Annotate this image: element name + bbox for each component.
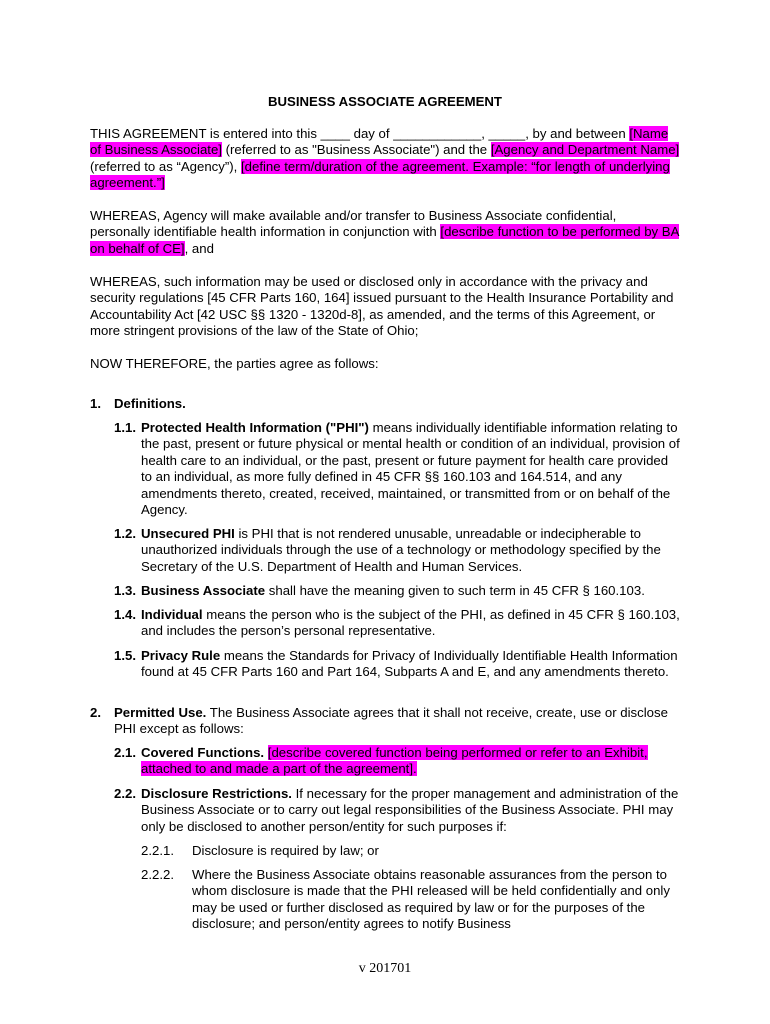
section-text: Where the Business Associate obtains reasonable assurances from the person to whom disclosure is made that the PHI released will be held confidentially and only may be used or further disclosed as required by law or for the purposes of the disclosure; and person/entity agrees to notify Business bbox=[192, 867, 670, 932]
section-text: If necessary for the proper management and administration of the Business Associate or to carry out legal responsibilities of the Business Associate. PHI may only be disclosed to another person/entity for such purposes if: bbox=[141, 786, 679, 834]
definition-text: means the Standards for Privacy of Individually Identifiable Health Information found at 45 CFR Parts 160 and Part 164, Subparts A and E, and any amendments thereto. bbox=[141, 648, 678, 680]
section-number: 1.2. bbox=[114, 526, 136, 541]
whereas-paragraph-2: WHEREAS, such information may be used or disclosed only in accordance with the privacy and security regulations [45 CFR Parts 160, 164] issued pursuant to the Health Insurance Portability and Accountability Act [42 USC §§ 1320 - 1320d-8], as amended, and the terms of this Agreement, or more stringent provisions of the law of the State of Ohio; bbox=[90, 274, 674, 339]
defined-term: Individual bbox=[141, 607, 203, 622]
placeholder-function: [describe function to be performed by BA on behalf of CE] bbox=[90, 224, 680, 256]
intro-paragraph bbox=[90, 126, 680, 192]
section-1-3 bbox=[114, 583, 680, 599]
section-1-1 bbox=[114, 420, 680, 518]
section-number: 2.2. bbox=[114, 786, 136, 801]
section-1-2 bbox=[114, 526, 680, 575]
whereas-text: , and bbox=[184, 240, 214, 256]
defined-term: Covered Functions. bbox=[141, 745, 265, 760]
section-2-1 bbox=[114, 745, 680, 778]
section-number: 1.3. bbox=[114, 583, 136, 598]
definition-text: means individually identifiable information relating to the past, present or future physical or mental health or condition of an individual, provision of health care to an individual, or the past, present or future payment for health care provided to an individual, as more fully defined in 45 CFR §§ 160.103 and 164.514, and any amendments thereto, created, received, maintained, or transmitted from or on behalf of the Agency. bbox=[141, 420, 680, 518]
section-number: 1.5. bbox=[114, 648, 136, 663]
section-number: 1.1. bbox=[114, 420, 136, 435]
section-number: 1.4. bbox=[114, 607, 136, 622]
intro-text: THIS AGREEMENT is entered into this ____ day of ____________, _____, by and between bbox=[90, 126, 630, 141]
section-number: 1. bbox=[90, 396, 101, 411]
section-heading: Permitted Use. bbox=[114, 705, 207, 720]
placeholder-covered-function: [describe covered function being performed or refer to an Exhibit, attached to and made a part of the agreement]. bbox=[141, 745, 648, 777]
defined-term: Privacy Rule bbox=[141, 648, 221, 663]
defined-term: Disclosure Restrictions. bbox=[141, 786, 292, 801]
section-number: 2.1. bbox=[114, 745, 136, 760]
definition-text: is PHI that is not rendered unusable, unreadable or indecipherable to unauthorized individuals through the use of a technology or methodology specified by the Secretary of the U.S. Department of Health and Human Services. bbox=[141, 526, 661, 574]
section-1-4 bbox=[114, 607, 680, 640]
defined-term: Business Associate bbox=[141, 583, 266, 598]
section-heading: Definitions. bbox=[114, 396, 186, 411]
section-2-2-2 bbox=[141, 867, 680, 933]
version-footer: v 201701 bbox=[358, 961, 412, 976]
document-title: BUSINESS ASSOCIATE AGREEMENT bbox=[268, 94, 502, 109]
whereas-text: WHEREAS, Agency will make available and/or transfer to Business Associate confidential, personally identifiable health information in conjunction with bbox=[90, 208, 617, 240]
section-1 bbox=[90, 396, 680, 412]
section-2 bbox=[90, 705, 680, 738]
section-number: 2. bbox=[90, 705, 101, 720]
section-number: 2.2.2. bbox=[141, 867, 174, 882]
intro-text: (referred to as "Business Associate") and the bbox=[221, 142, 491, 158]
placeholder-term-duration: [define term/duration of the agreement. Example: “for length of underlying agreement.”] bbox=[90, 158, 670, 191]
definition-text: shall have the meaning given to such term in 45 CFR § 160.103. bbox=[265, 583, 645, 598]
section-text: Disclosure is required by law; or bbox=[192, 843, 379, 858]
section-1-5 bbox=[114, 648, 680, 681]
section-text: The Business Associate agrees that it shall not receive, create, use or disclose PHI except as follows: bbox=[114, 705, 668, 737]
defined-term: Unsecured PHI bbox=[141, 526, 235, 541]
placeholder-agency-name: [Agency and Department Name] bbox=[490, 142, 680, 158]
definition-text: means the person who is the subject of the PHI, as defined in 45 CFR § 160.103, and includes the person’s personal representative. bbox=[141, 607, 680, 639]
whereas-paragraph-1 bbox=[90, 208, 680, 257]
placeholder-business-associate-name: [Name of Business Associate] bbox=[90, 126, 669, 158]
section-2-2 bbox=[114, 786, 680, 835]
intro-text: (referred to as “Agency”), bbox=[90, 158, 241, 174]
defined-term: Protected Health Information ("PHI") bbox=[141, 420, 369, 435]
section-2-2-1 bbox=[141, 843, 680, 859]
section-number: 2.2.1. bbox=[141, 843, 174, 858]
now-therefore-paragraph: NOW THEREFORE, the parties agree as follows: bbox=[90, 356, 379, 371]
